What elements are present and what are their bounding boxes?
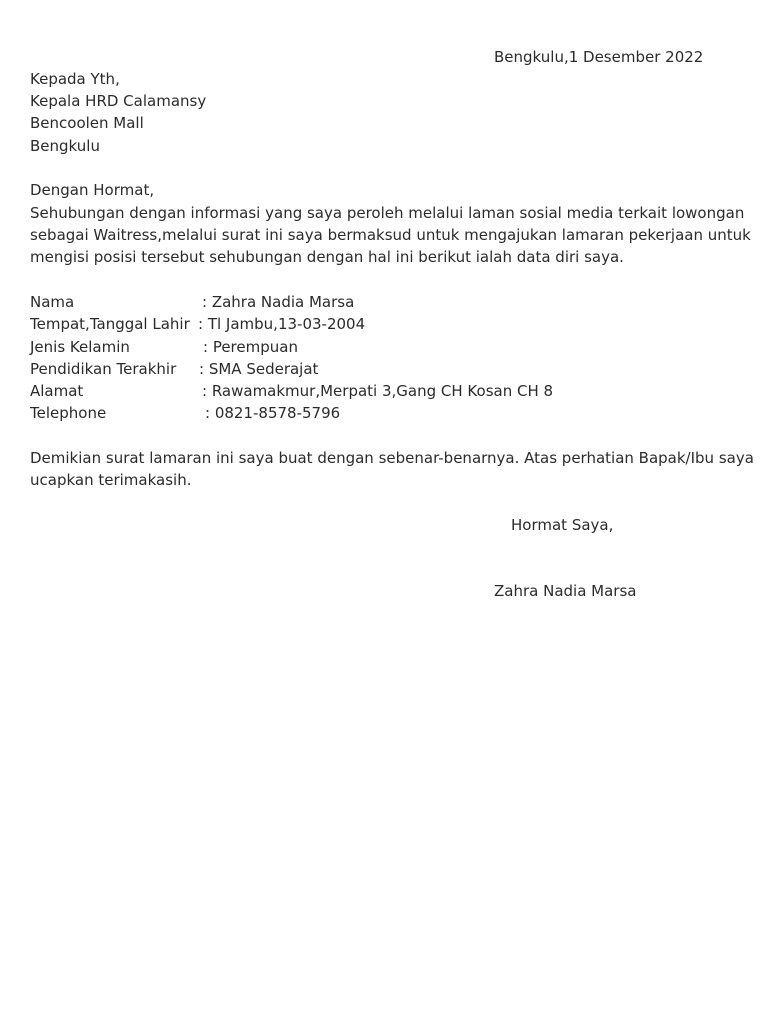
recipient-line: Bengkulu (30, 137, 100, 155)
closing-line: Demikian surat lamaran ini saya buat dengan sebenar-benarnya. Atas perhatian Bapak/Ibu saya (30, 449, 754, 467)
opening-line: sebagai Waitress,melalui surat ini saya bermaksud untuk mengajukan lamaran pekerjaan untuk (30, 226, 751, 244)
field-value-phone: : 0821-8578-5796 (205, 404, 341, 422)
opening-line: mengisi posisi tersebut sehubungan dengan hal ini berikut ialah data diri saya. (30, 248, 624, 266)
field-value-gender: : Perempuan (203, 338, 298, 356)
field-label-birth: Tempat,Tanggal Lahir (30, 315, 190, 333)
recipient-line: Bencoolen Mall (30, 114, 144, 132)
field-label-name: Nama (30, 293, 75, 311)
opening-line: Sehubungan dengan informasi yang saya peroleh melalui laman sosial media terkait lowongan (30, 204, 745, 222)
sign-off: Hormat Saya, (511, 516, 614, 534)
field-value-birth: : Tl Jambu,13-03-2004 (198, 315, 366, 333)
field-value-address: : Rawamakmur,Merpati 3,Gang CH Kosan CH 8 (202, 382, 554, 400)
recipient-line: Kepada Yth, (30, 70, 120, 88)
recipient-line: Kepala HRD Calamansy (30, 92, 207, 110)
greeting: Dengan Hormat, (30, 181, 155, 199)
field-label-gender: Jenis Kelamin (30, 338, 130, 356)
signer-name: Zahra Nadia Marsa (494, 582, 637, 600)
field-value-education: : SMA Sederajat (199, 360, 319, 378)
field-label-address: Alamat (30, 382, 84, 400)
letter-date: Bengkulu,1 Desember 2022 (494, 48, 704, 66)
closing-line: ucapkan terimakasih. (30, 471, 192, 489)
field-label-phone: Telephone (30, 404, 107, 422)
field-label-education: Pendidikan Terakhir (30, 360, 177, 378)
field-value-name: : Zahra Nadia Marsa (202, 293, 355, 311)
